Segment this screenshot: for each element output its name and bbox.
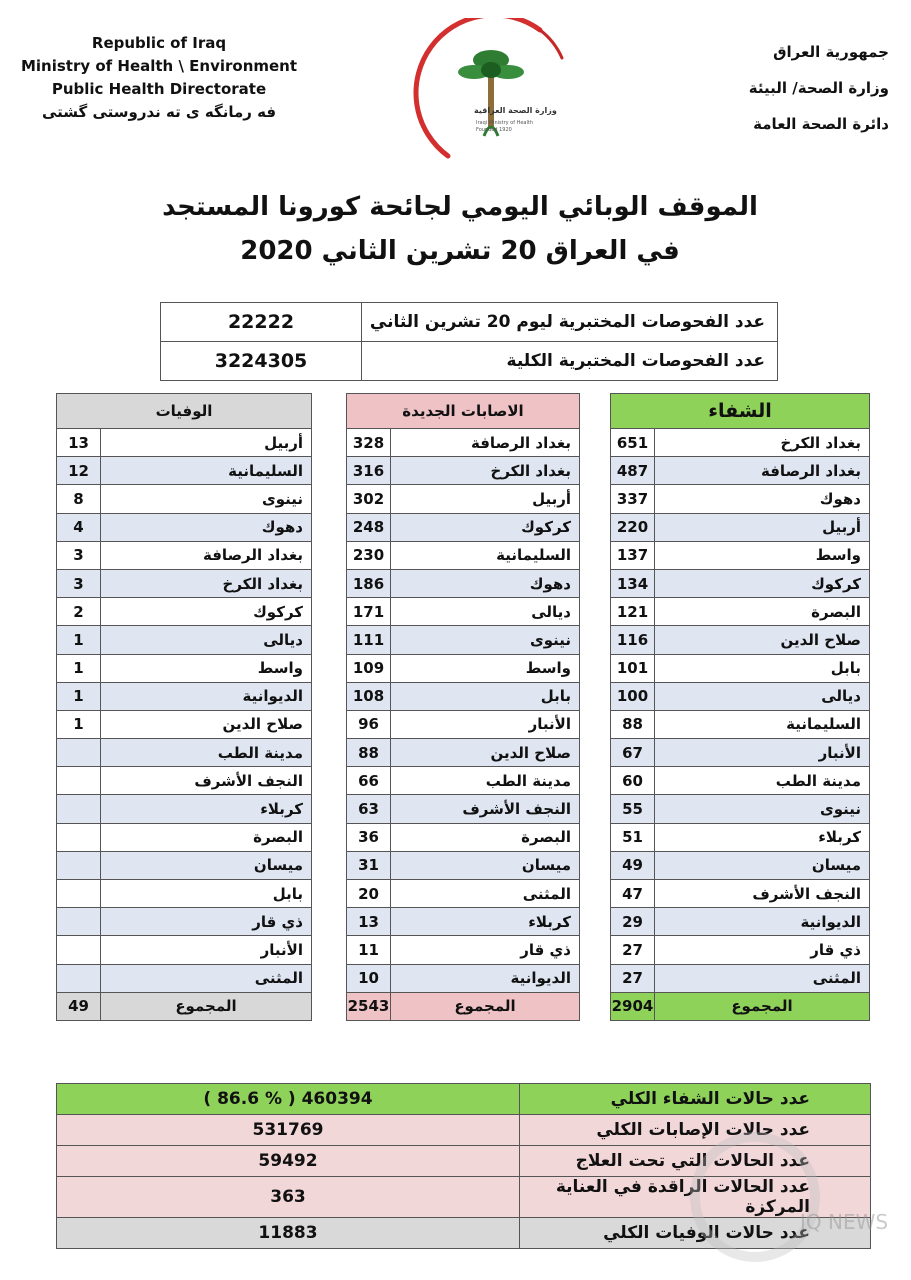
table-row	[57, 908, 312, 936]
table-row	[347, 710, 580, 738]
row-province: السليمانية	[655, 710, 870, 738]
row-province: الديوانية	[391, 964, 580, 992]
row-province: الأنبار	[391, 710, 580, 738]
daily-tests-value: 22222	[161, 303, 362, 342]
table-row	[57, 739, 312, 767]
total-value: 2543	[347, 992, 391, 1020]
total-label: المجموع	[101, 992, 312, 1020]
table-row	[57, 964, 312, 992]
row-value: 27	[611, 964, 655, 992]
table-row	[57, 429, 312, 457]
row-value: 1	[57, 626, 101, 654]
table-row	[611, 626, 870, 654]
row-province: نينوى	[655, 795, 870, 823]
table-row	[57, 541, 312, 569]
row-value	[57, 795, 101, 823]
row-province: بغداد الرصافة	[655, 457, 870, 485]
row-value: 88	[347, 739, 391, 767]
total-value: 49	[57, 992, 101, 1020]
table-row	[57, 851, 312, 879]
summary-label: عدد حالات الإصابات الكلي	[520, 1115, 871, 1146]
row-value: 63	[347, 795, 391, 823]
total-row	[347, 992, 580, 1020]
row-province: بغداد الكرخ	[101, 569, 312, 597]
row-province: بابل	[391, 682, 580, 710]
table-row	[347, 457, 580, 485]
header-ar-line: جمهورية العراق	[773, 43, 889, 61]
table-row	[347, 908, 580, 936]
row-province: مدينة الطب	[391, 767, 580, 795]
summary-value: 363	[57, 1177, 520, 1218]
report-title: الموقف الوبائي اليومي لجائحة كورونا المستجد	[162, 192, 758, 222]
row-province: البصرة	[391, 823, 580, 851]
column-header: الاصابات الجديدة	[347, 394, 580, 429]
row-value: 10	[347, 964, 391, 992]
row-value: 248	[347, 513, 391, 541]
table-header-row	[611, 394, 870, 429]
row-value: 8	[57, 485, 101, 513]
deaths-table	[56, 393, 312, 1021]
row-province: ذي قار	[391, 936, 580, 964]
tests-table	[160, 302, 778, 381]
table-row	[611, 767, 870, 795]
row-province: النجف الأشرف	[391, 795, 580, 823]
row-province: كركوك	[655, 569, 870, 597]
watermark-logo-icon	[690, 1132, 820, 1262]
table-row	[611, 682, 870, 710]
summary-value: 11883	[57, 1218, 520, 1249]
table-row	[347, 513, 580, 541]
logo-subtext-line: Founded 1920	[476, 127, 512, 133]
table-row	[347, 823, 580, 851]
table-row	[57, 710, 312, 738]
table-row	[611, 485, 870, 513]
table-row	[611, 429, 870, 457]
row-province: دهوك	[655, 485, 870, 513]
row-province: دهوك	[391, 569, 580, 597]
table-row	[347, 682, 580, 710]
summary-label: عدد الحالات التي تحت العلاج	[520, 1146, 871, 1177]
row-province: كربلاء	[391, 908, 580, 936]
table-row	[347, 626, 580, 654]
table-row	[611, 795, 870, 823]
row-value: 100	[611, 682, 655, 710]
row-province: بغداد الرصافة	[101, 541, 312, 569]
row-value	[57, 739, 101, 767]
row-province: ميسان	[655, 851, 870, 879]
summary-value: ( 86.6 % ) 460394	[57, 1084, 520, 1115]
row-province: الديوانية	[101, 682, 312, 710]
row-value: 3	[57, 569, 101, 597]
header-english	[14, 32, 304, 124]
row-value: 1	[57, 710, 101, 738]
summary-row	[57, 1084, 871, 1115]
row-value: 220	[611, 513, 655, 541]
table-row	[347, 880, 580, 908]
row-value	[57, 936, 101, 964]
header-en-line: فه رمانگه ى ته ندروستى گشتى	[41, 103, 277, 121]
header-en-line: Republic of Iraq	[91, 34, 227, 52]
row-value: 66	[347, 767, 391, 795]
row-province: أربيل	[391, 485, 580, 513]
summary-label: عدد الحالات الراقدة في العناية المركزة	[520, 1177, 871, 1218]
row-value	[57, 880, 101, 908]
table-header-row	[57, 394, 312, 429]
row-value	[57, 851, 101, 879]
row-value: 36	[347, 823, 391, 851]
row-value: 230	[347, 541, 391, 569]
row-value	[57, 767, 101, 795]
row-province: أربيل	[101, 429, 312, 457]
row-province: ميسان	[101, 851, 312, 879]
table-row	[611, 964, 870, 992]
table-row	[347, 654, 580, 682]
row-province: الديوانية	[655, 908, 870, 936]
row-province: المثنى	[655, 964, 870, 992]
row-value: 111	[347, 626, 391, 654]
row-value: 134	[611, 569, 655, 597]
table-row	[347, 964, 580, 992]
logo-subtext	[476, 120, 533, 134]
report-subtitle: في العراق 20 تشرين الثاني 2020	[240, 236, 680, 266]
column-header: الشفاء	[611, 394, 870, 429]
table-row	[57, 767, 312, 795]
table-row	[347, 569, 580, 597]
row-province: كركوك	[101, 598, 312, 626]
row-value: 11	[347, 936, 391, 964]
table-row	[57, 880, 312, 908]
row-value: 55	[611, 795, 655, 823]
row-province: البصرة	[655, 598, 870, 626]
row-province: واسط	[391, 654, 580, 682]
table-row	[57, 654, 312, 682]
row-value: 328	[347, 429, 391, 457]
row-value: 302	[347, 485, 391, 513]
row-province: ديالى	[391, 598, 580, 626]
row-province: كربلاء	[101, 795, 312, 823]
row-province: ذي قار	[101, 908, 312, 936]
header-en-line: Ministry of Health \ Environment	[20, 57, 298, 75]
row-value: 13	[347, 908, 391, 936]
table-row	[57, 485, 312, 513]
recoveries-table	[610, 393, 870, 1021]
header-ar-line: وزارة الصحة/ البيئة	[748, 79, 889, 97]
row-value: 316	[347, 457, 391, 485]
header-en-line: Public Health Directorate	[51, 80, 267, 98]
row-value: 109	[347, 654, 391, 682]
table-row	[611, 710, 870, 738]
table-row	[611, 569, 870, 597]
row-province: السليمانية	[391, 541, 580, 569]
row-province: بغداد الكرخ	[655, 429, 870, 457]
row-province: بغداد الكرخ	[391, 457, 580, 485]
table-row	[57, 569, 312, 597]
new-cases-table	[346, 393, 580, 1021]
row-value: 651	[611, 429, 655, 457]
table-row	[57, 823, 312, 851]
row-value: 31	[347, 851, 391, 879]
row-province: نينوى	[101, 485, 312, 513]
watermark-text: IQ NEWS	[800, 1210, 889, 1234]
row-province: المثنى	[391, 880, 580, 908]
table-row	[57, 795, 312, 823]
row-province: النجف الأشرف	[101, 767, 312, 795]
table-header-row	[347, 394, 580, 429]
row-province: كركوك	[391, 513, 580, 541]
row-value: 29	[611, 908, 655, 936]
row-value: 51	[611, 823, 655, 851]
row-province: صلاح الدين	[391, 739, 580, 767]
total-tests-value: 3224305	[161, 342, 362, 381]
row-value: 96	[347, 710, 391, 738]
row-province: مدينة الطب	[655, 767, 870, 795]
column-header: الوفيات	[57, 394, 312, 429]
header-arabic	[669, 34, 889, 142]
table-row	[611, 851, 870, 879]
row-value: 88	[611, 710, 655, 738]
row-province: البصرة	[101, 823, 312, 851]
total-label: المجموع	[391, 992, 580, 1020]
table-row	[347, 541, 580, 569]
table-row	[611, 823, 870, 851]
table-row	[57, 936, 312, 964]
row-value: 12	[57, 457, 101, 485]
table-row	[161, 342, 778, 381]
row-value: 487	[611, 457, 655, 485]
table-row	[57, 513, 312, 541]
row-value: 171	[347, 598, 391, 626]
total-value: 2904	[611, 992, 655, 1020]
total-row	[57, 992, 312, 1020]
row-province: بابل	[655, 654, 870, 682]
row-province: دهوك	[101, 513, 312, 541]
row-value: 121	[611, 598, 655, 626]
row-value: 3	[57, 541, 101, 569]
row-value: 1	[57, 654, 101, 682]
row-province: المثنى	[101, 964, 312, 992]
table-row	[611, 457, 870, 485]
logo-subtext-line: Iraqi Ministry of Health	[476, 120, 534, 126]
row-province: واسط	[655, 541, 870, 569]
total-row	[611, 992, 870, 1020]
row-province: ديالى	[655, 682, 870, 710]
daily-tests-label: عدد الفحوصات المختبرية ليوم 20 تشرين الثاني	[362, 303, 778, 342]
table-row	[611, 739, 870, 767]
table-row	[161, 303, 778, 342]
row-value: 4	[57, 513, 101, 541]
row-province: نينوى	[391, 626, 580, 654]
row-value: 108	[347, 682, 391, 710]
row-value: 27	[611, 936, 655, 964]
header-ar-line: دائرة الصحة العامة	[753, 115, 889, 133]
row-value	[57, 908, 101, 936]
row-value	[57, 823, 101, 851]
ministry-logo-icon	[412, 18, 582, 168]
logo-text: وزارة الصحة العراقية	[474, 106, 557, 115]
row-value	[57, 964, 101, 992]
table-row	[611, 654, 870, 682]
table-row	[57, 626, 312, 654]
table-row	[57, 457, 312, 485]
total-tests-label: عدد الفحوصات المختبرية الكلية	[362, 342, 778, 381]
table-row	[347, 767, 580, 795]
row-value: 67	[611, 739, 655, 767]
total-label: المجموع	[655, 992, 870, 1020]
row-province: كربلاء	[655, 823, 870, 851]
row-province: الأنبار	[101, 936, 312, 964]
table-row	[611, 541, 870, 569]
row-province: صلاح الدين	[101, 710, 312, 738]
table-row	[611, 936, 870, 964]
row-value: 49	[611, 851, 655, 879]
table-row	[347, 795, 580, 823]
table-row	[347, 485, 580, 513]
table-row	[57, 682, 312, 710]
row-value: 116	[611, 626, 655, 654]
row-value: 47	[611, 880, 655, 908]
row-province: ذي قار	[655, 936, 870, 964]
row-province: النجف الأشرف	[655, 880, 870, 908]
table-row	[347, 936, 580, 964]
row-province: بغداد الرصافة	[391, 429, 580, 457]
row-value: 60	[611, 767, 655, 795]
table-row	[57, 598, 312, 626]
table-row	[347, 598, 580, 626]
table-row	[611, 908, 870, 936]
row-value: 2	[57, 598, 101, 626]
row-province: ديالى	[101, 626, 312, 654]
row-province: مدينة الطب	[101, 739, 312, 767]
table-row	[611, 880, 870, 908]
row-value: 1	[57, 682, 101, 710]
row-value: 337	[611, 485, 655, 513]
summary-label: عدد حالات الوفيات الكلي	[520, 1218, 871, 1249]
row-value: 101	[611, 654, 655, 682]
row-value: 137	[611, 541, 655, 569]
row-value: 186	[347, 569, 391, 597]
summary-label: عدد حالات الشفاء الكلي	[520, 1084, 871, 1115]
row-value: 13	[57, 429, 101, 457]
row-province: صلاح الدين	[655, 626, 870, 654]
table-row	[347, 739, 580, 767]
row-province: الأنبار	[655, 739, 870, 767]
row-value: 20	[347, 880, 391, 908]
row-province: السليمانية	[101, 457, 312, 485]
row-province: بابل	[101, 880, 312, 908]
table-row	[611, 598, 870, 626]
summary-value: 59492	[57, 1146, 520, 1177]
row-province: واسط	[101, 654, 312, 682]
table-row	[611, 513, 870, 541]
row-province: ميسان	[391, 851, 580, 879]
row-province: أربيل	[655, 513, 870, 541]
summary-value: 531769	[57, 1115, 520, 1146]
table-row	[347, 429, 580, 457]
table-row	[347, 851, 580, 879]
